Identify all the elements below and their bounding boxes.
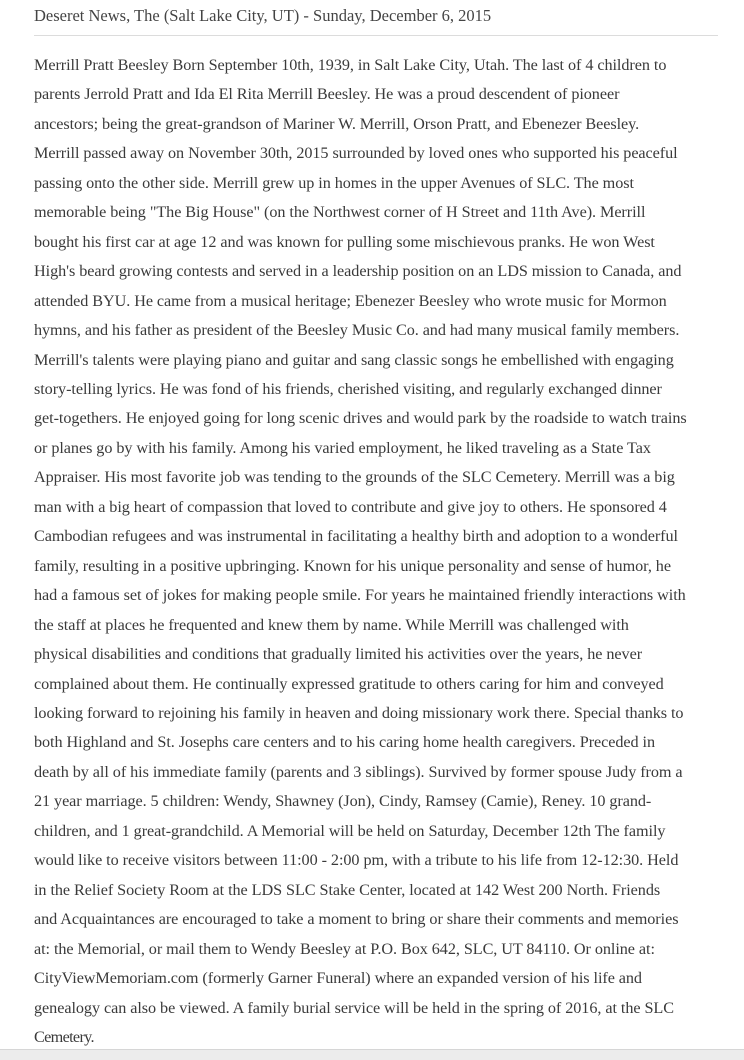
obituary-line: Merrill's talents were playing piano and guitar and sang classic songs he embellished with engaging [34, 350, 674, 369]
obituary-line: memorable being "The Big House" (on the Northwest corner of H Street and 11th Ave). Merrill [34, 203, 646, 222]
obituary-line: hymns, and his father as president of the Beesley Music Co. and had many musical family members. [34, 321, 680, 340]
source-citation: Deseret News, The (Salt Lake City, UT) - Sunday, December 6, 2015 [34, 6, 492, 25]
header-divider [34, 35, 718, 36]
obituary-line: CityViewMemoriam.com (formerly Garner Funeral) where an expanded version of his life and [34, 969, 642, 988]
obituary-line: in the Relief Society Room at the LDS SLC Stake Center, located at 142 West 200 North. Friends [34, 880, 661, 899]
obituary-line: death by all of his immediate family (parents and 3 siblings). Survived by former spouse Judy from a [34, 762, 683, 781]
obituary-line: passing onto the other side. Merrill grew up in homes in the upper Avenues of SLC. The most [34, 173, 634, 192]
obituary-line: man with a big heart of compassion that loved to contribute and give joy to others. He sponsored 4 [34, 497, 667, 516]
obituary-line: story-telling lyrics. He was fond of his friends, cherished visiting, and regularly exchanged dinner [34, 379, 662, 398]
obituary-line: at: the Memorial, or mail them to Wendy Beesley at P.O. Box 642, SLC, UT 84110. Or online at: [34, 939, 655, 958]
obituary-line: had a famous set of jokes for making people smile. For years he maintained friendly interactions with [34, 586, 686, 605]
obituary-line: genealogy can also be viewed. A family burial service will be held in the spring of 2016, at the SLC [34, 998, 674, 1017]
obituary-line: parents Jerrold Pratt and Ida El Rita Merrill Beesley. He was a proud descendent of pioneer [34, 85, 620, 104]
obituary-line: complained about them. He continually expressed gratitude to others caring for him and conveyed [34, 674, 664, 693]
obituary-line: Cambodian refugees and was instrumental in facilitating a healthy birth and adoption to a wonderful [34, 527, 678, 546]
obituary-line: attended BYU. He came from a musical heritage; Ebenezer Beesley who wrote music for Mormon [34, 291, 667, 310]
obituary-line: Merrill Pratt Beesley Born September 10th, 1939, in Salt Lake City, Utah. The last of 4 children to [34, 56, 667, 74]
obituary-line: ancestors; being the great-grandson of Mariner W. Merrill, Orson Pratt, and Ebenezer Beesley. [34, 114, 640, 133]
obituary-line: the staff at places he frequented and knew them by name. While Merrill was challenged with [34, 615, 629, 634]
obituary-body [34, 51, 724, 1052]
obituary-line: and Acquaintances are encouraged to take a moment to bring or share their comments and memories [34, 910, 679, 929]
obituary-line: would like to receive visitors between 11:00 - 2:00 pm, with a tribute to his life from 12-12:30. Held [34, 851, 679, 870]
obituary-line: Appraiser. His most favorite job was tending to the grounds of the SLC Cemetery. Merrill was a big [34, 468, 675, 487]
obituary-line: bought his first car at age 12 and was known for pulling some mischievous pranks. He won West [34, 232, 655, 251]
obituary-line: Merrill passed away on November 30th, 2015 surrounded by loved ones who supported his peaceful [34, 144, 678, 163]
obituary-line: looking forward to rejoining his family in heaven and doing missionary work there. Special thanks to [34, 703, 684, 722]
obituary-line: both Highland and St. Josephs care centers and to his caring home health caregivers. Preceded in [34, 733, 656, 752]
obituary-line: children, and 1 great-grandchild. A Memorial will be held on Saturday, December 12th The family [34, 821, 666, 840]
obituary-line: 21 year marriage. 5 children: Wendy, Shawney (Jon), Cindy, Ramsey (Camie), Reney. 10 grand- [34, 792, 652, 811]
obituary-line: get-togethers. He enjoyed going for long scenic drives and would park by the roadside to watch trains [34, 409, 687, 428]
obituary-line: family, resulting in a positive upbringing. Known for his unique personality and sense of humor, he [34, 556, 671, 575]
obituary-line: physical disabilities and conditions that gradually limited his activities over the years, he never [34, 645, 643, 664]
obituary-line: or planes go by with his family. Among his varied employment, he liked traveling as a State Tax [34, 438, 651, 457]
obituary-line: High's beard growing contests and served in a leadership position on an LDS mission to Canada, and [34, 262, 682, 281]
obituary-line: Cemetery. [34, 1027, 94, 1046]
bottom-scroll-bar [0, 1049, 744, 1060]
